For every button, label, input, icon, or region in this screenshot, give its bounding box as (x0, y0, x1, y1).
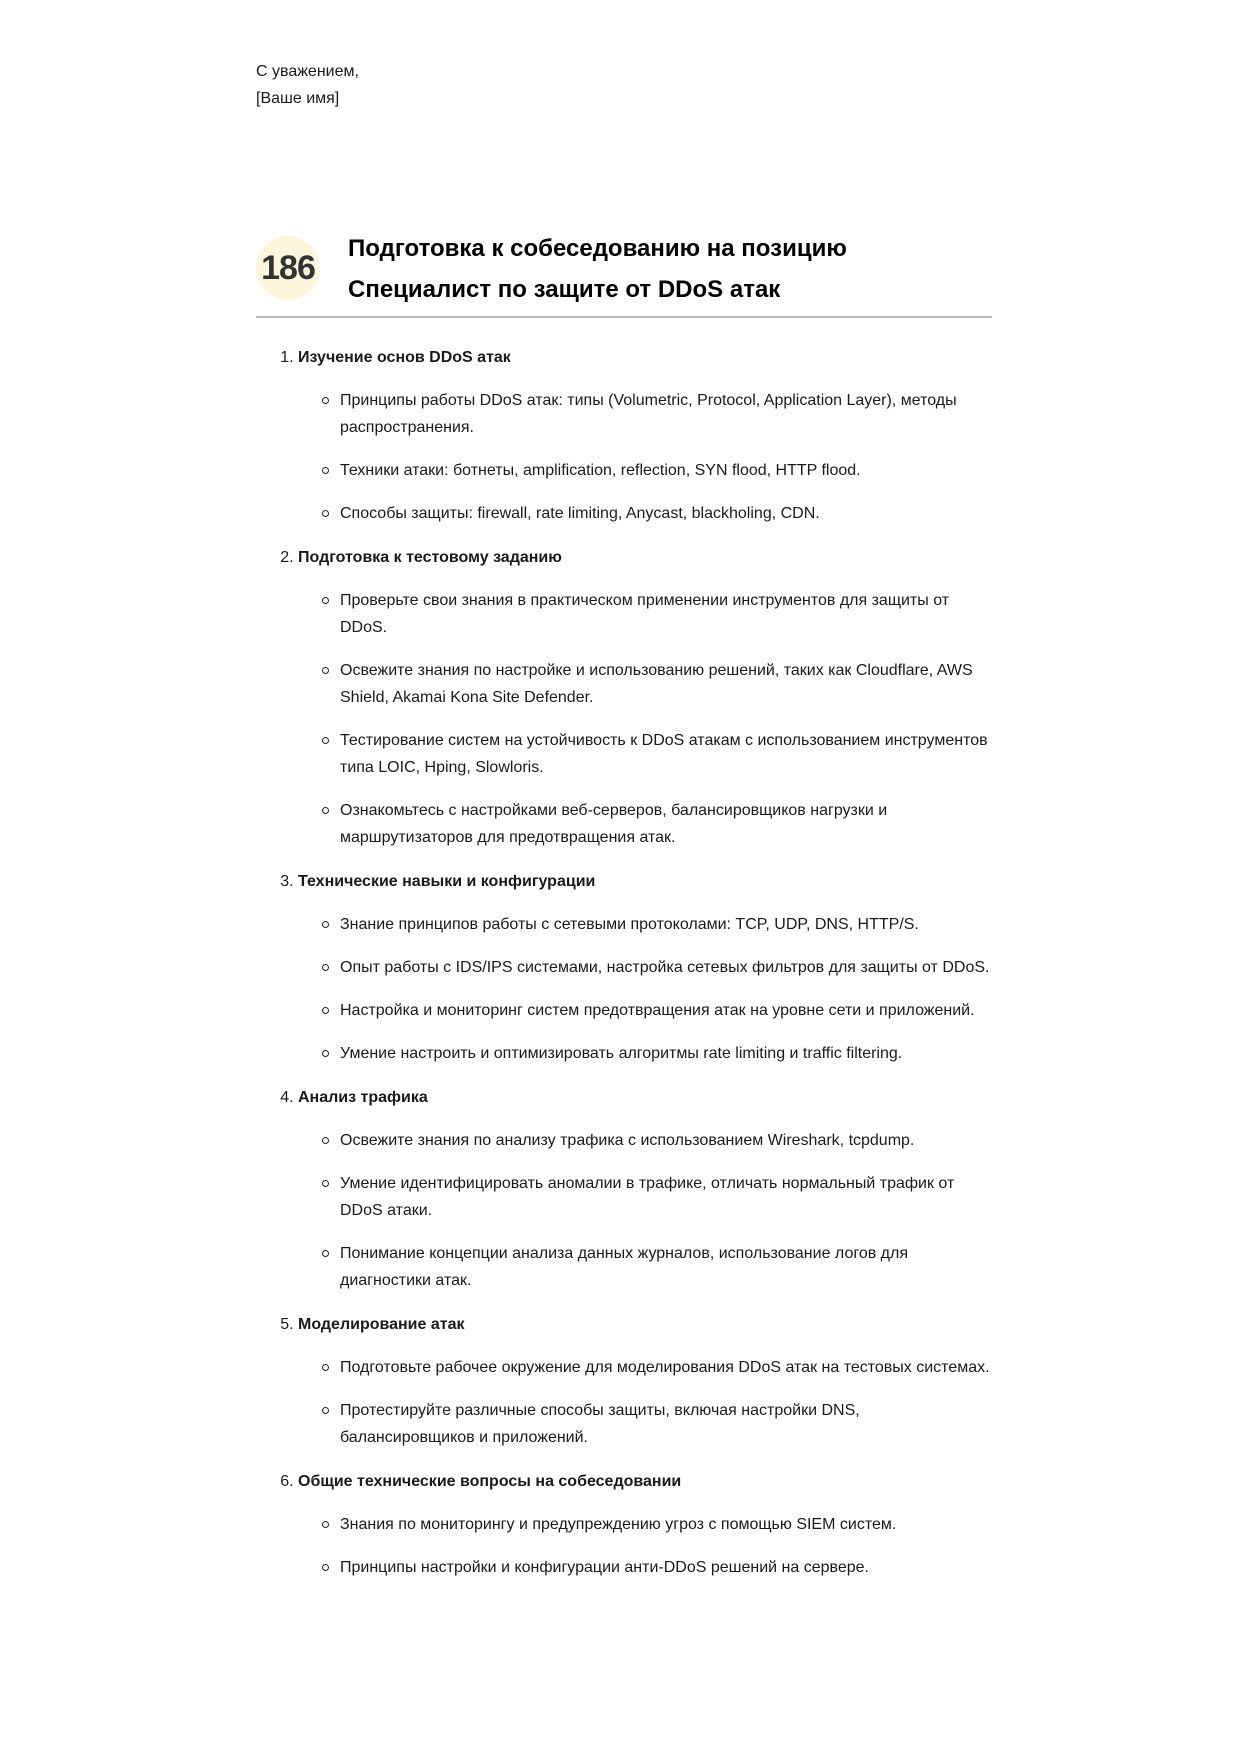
topic-item (298, 1311, 992, 1451)
topic-points (298, 1511, 992, 1581)
topic-title: 5. Моделирование атак (298, 1316, 465, 1333)
list-item: Освежите знания по анализу трафика с использованием Wireshark, tcpdump. (340, 1127, 990, 1154)
section-number-badge: 186 (256, 236, 320, 300)
list-item: Ознакомьтесь с настройками веб-серверов, балансировщиков нагрузки и маршрутизаторов для предотвращения атак. (340, 797, 990, 851)
topic-list (256, 344, 992, 1581)
letter-closing (256, 58, 359, 112)
topic-item (298, 1468, 992, 1581)
list-item: Освежите знания по настройке и использованию решений, таких как Cloudflare, AWS Shield, Akamai Kona Site Defender. (340, 657, 990, 711)
list-item: Способы защиты: firewall, rate limiting, Anycast, blackholing, CDN. (340, 500, 990, 527)
topic-points (298, 1354, 992, 1451)
list-item: Принципы настройки и конфигурации анти-DDoS решений на сервере. (340, 1554, 990, 1581)
section-title-line-1: Подготовка к собеседованию на позицию (348, 235, 847, 262)
list-item: Знание принципов работы с сетевыми протоколами: TCP, UDP, DNS, HTTP/S. (340, 911, 990, 938)
topic-title: 6. Общие технические вопросы на собеседовании (298, 1473, 682, 1490)
list-item: Понимание концепции анализа данных журналов, использование логов для диагностики атак. (340, 1240, 990, 1294)
topic-title: 2. Подготовка к тестовому заданию (298, 549, 562, 566)
topic-item (298, 544, 992, 851)
list-item: Принципы работы DDoS атак: типы (Volumetric, Protocol, Application Layer), методы распространения. (340, 387, 990, 441)
topic-points (298, 1127, 992, 1294)
list-item: Тестирование систем на устойчивость к DDoS атакам с использованием инструментов типа LOIC, Hping, Slowloris. (340, 727, 990, 781)
topic-title: 3. Технические навыки и конфигурации (298, 873, 596, 890)
topic-points (298, 911, 992, 1067)
topic-item (298, 344, 992, 527)
closing-salutation: С уважением, (256, 63, 359, 80)
topic-points (298, 387, 992, 527)
topic-title: 4. Анализ трафика (298, 1089, 428, 1106)
list-item: Умение настроить и оптимизировать алгоритмы rate limiting и traffic filtering. (340, 1040, 990, 1067)
section-title (348, 228, 988, 310)
list-item: Протестируйте различные способы защиты, включая настройки DNS, балансировщиков и приложений. (340, 1397, 990, 1451)
section-content (256, 344, 992, 1598)
list-item: Умение идентифицировать аномалии в трафике, отличать нормальный трафик от DDoS атаки. (340, 1170, 990, 1224)
section-title-line-2: Специалист по защите от DDoS атак (348, 276, 781, 303)
list-item: Опыт работы с IDS/IPS системами, настройка сетевых фильтров для защиты от DDoS. (340, 954, 990, 981)
list-item: Техники атаки: ботнеты, amplification, reflection, SYN flood, HTTP flood. (340, 457, 990, 484)
topic-item (298, 1084, 992, 1294)
section-header (256, 228, 992, 318)
list-item: Проверьте свои знания в практическом применении инструментов для защиты от DDoS. (340, 587, 990, 641)
list-item: Знания по мониторингу и предупреждению угроз с помощью SIEM систем. (340, 1511, 990, 1538)
list-item: Настройка и мониторинг систем предотвращения атак на уровне сети и приложений. (340, 997, 990, 1024)
topic-item (298, 868, 992, 1067)
topic-points (298, 587, 992, 851)
topic-title: 1. Изучение основ DDoS атак (298, 349, 511, 366)
closing-signature: [Ваше имя] (256, 90, 340, 107)
list-item: Подготовьте рабочее окружение для моделирования DDoS атак на тестовых системах. (340, 1354, 990, 1381)
